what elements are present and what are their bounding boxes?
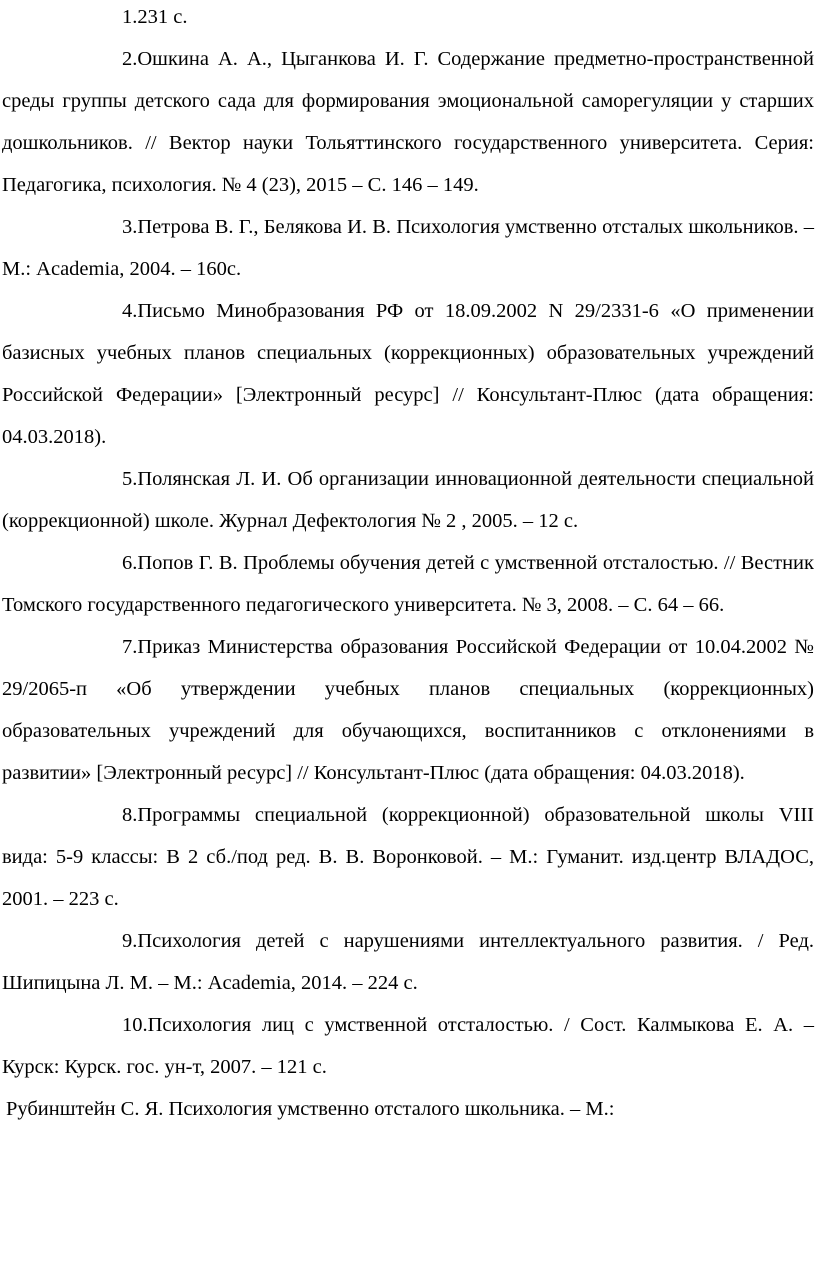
reference-item-trailing [2, 1088, 814, 1130]
reference-text: Ошкина А. А., Цыганкова И. Г. Содержание предметно-пространственной среды группы детского сада для формирования эмоциональной саморегуляции у старших дошкольников. // Вектор науки Тольяттинского государственного университета. Серия: Педагогика, психология. № 4 (23), 2015 – С. 146 – 149. [2, 48, 814, 196]
reference-item-7 [2, 626, 814, 794]
reference-item-6 [2, 542, 814, 626]
reference-list [2, 0, 814, 1130]
reference-text: Рубинштейн С. Я. Психология умственно отсталого школьника. – М.: [6, 1098, 615, 1120]
reference-item-8 [2, 794, 814, 920]
reference-item-9 [2, 920, 814, 1004]
reference-number: 2. [122, 48, 138, 70]
reference-text: Попов Г. В. Проблемы обучения детей с умственной отсталостью. // Вестник Томского государственного педагогического университета. № 3, 2008. – С. 64 – 66. [2, 552, 814, 616]
reference-number: 7. [122, 636, 138, 658]
reference-number: 6. [122, 552, 138, 574]
reference-text: Полянская Л. И. Об организации инновационной деятельности специальной (коррекционной) школе. Журнал Дефектология № 2 , 2005. – 12 с. [2, 468, 814, 532]
reference-text: Психология детей с нарушениями интеллектуального развития. / Ред. Шипицына Л. М. – М.: Academia, 2014. – 224 с. [2, 930, 814, 994]
reference-text: 231 с. [137, 6, 188, 28]
reference-text: Петрова В. Г., Белякова И. В. Психология умственно отсталых школьников. – М.: Academia, 2004. – 160с. [2, 216, 814, 280]
reference-number: 8. [122, 804, 138, 826]
reference-item-2 [2, 38, 814, 206]
reference-number: 5. [122, 468, 138, 490]
reference-text: Психология лиц с умственной отсталостью. / Сост. Калмыкова Е. А. – Курск: Курск. гос. ун-т, 2007. – 121 с. [2, 1014, 814, 1078]
reference-number: 4. [122, 300, 138, 322]
reference-number: 1. [122, 6, 138, 28]
reference-number: 3. [122, 216, 138, 238]
reference-text: Программы специальной (коррекционной) образовательной школы VIII вида: 5-9 классы: В 2 сб./под ред. В. В. Воронковой. – М.: Гуманит. изд.центр ВЛАДОС, 2001. – 223 с. [2, 804, 814, 910]
reference-item-1 [2, 0, 814, 38]
reference-number: 9. [122, 930, 138, 952]
reference-text: Письмо Минобразования РФ от 18.09.2002 N 29/2331-6 «О применении базисных учебных планов специальных (коррекционных) образовательных учреждений Российской Федерации» [Электронный ресурс] // Консультант-Плюс (дата обращения: 04.03.2018). [2, 300, 814, 448]
reference-item-10 [2, 1004, 814, 1088]
reference-item-4 [2, 290, 814, 458]
reference-number: 10. [122, 1014, 148, 1036]
reference-item-3 [2, 206, 814, 290]
reference-text: Приказ Министерства образования Российской Федерации от 10.04.2002 № 29/2065-п «Об утверждении учебных планов специальных (коррекционных) образовательных учреждений для обучающихся, воспитанников с отклонениями в развитии» [Электронный ресурс] // Консультант-Плюс (дата обращения: 04.03.2018). [2, 636, 814, 784]
reference-item-5 [2, 458, 814, 542]
